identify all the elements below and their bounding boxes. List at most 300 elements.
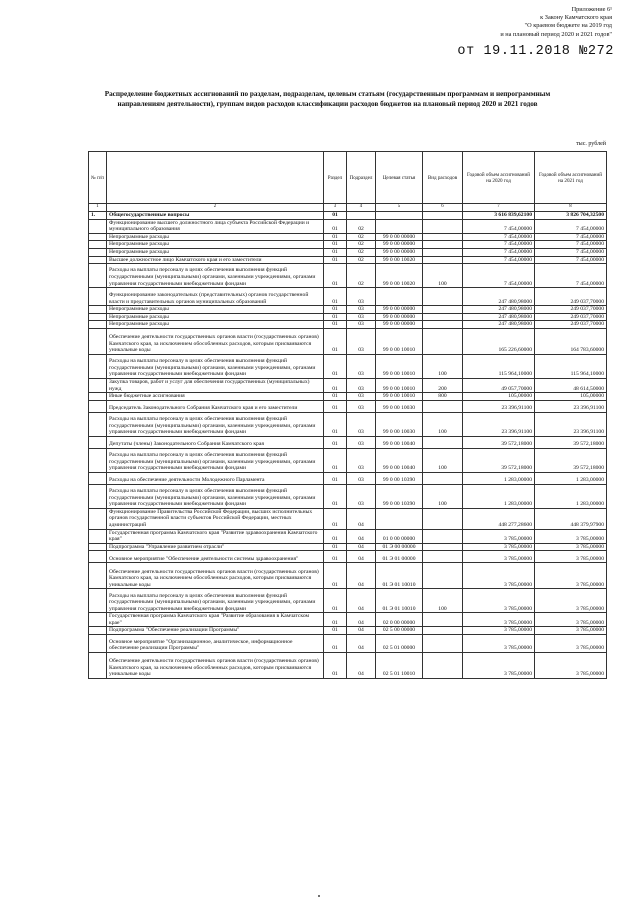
row-amount-2021: 23 396,91100 (535, 400, 607, 412)
row-number (89, 400, 107, 412)
row-expense-type (423, 508, 463, 529)
table-row (89, 288, 607, 306)
row-amount-2020: 39 572,18000 (463, 436, 535, 448)
row-expense-type (423, 256, 463, 264)
row-subsection: 03 (347, 321, 376, 329)
row-expense-type (423, 313, 463, 321)
row-amount-2021: 3 785,00000 (535, 529, 607, 543)
row-name: Высшее должностное лицо Камчатского края и его заместители (107, 256, 324, 264)
appendix-line-4: и на плановый период 2020 и 2021 годов" (500, 30, 612, 38)
row-subsection: 03 (347, 288, 376, 306)
row-expense-type (423, 321, 463, 329)
row-section: 01 (324, 378, 347, 392)
table-row (89, 264, 607, 288)
row-amount-2020: 1 283,00000 (463, 484, 535, 508)
row-amount-2020: 247 480,98000 (463, 313, 535, 321)
row-target: 01 Э 00 00000 (376, 543, 423, 551)
row-subsection: 03 (347, 313, 376, 321)
row-name: Закупка товаров, работ и услуг для обеспечения государственных (муниципальных) нужд (107, 378, 324, 392)
row-amount-2021: 3 785,00000 (535, 563, 607, 589)
table-row (89, 635, 607, 653)
row-target: 99 0 00 10020 (376, 256, 423, 264)
row-amount-2021: 249 037,70000 (535, 306, 607, 314)
row-name: Обеспечение деятельности государственных органов власти (государственных органов) Камчатского края, за исключением обособленных расходов, которым присваиваются уникальные коды (107, 563, 324, 589)
row-name: Функционирование высшего должностного лица субъекта Российской Федерации и муниципального образования (107, 219, 324, 233)
row-subsection: 02 (347, 256, 376, 264)
table-row (89, 412, 607, 436)
row-amount-2020: 3 785,00000 (463, 543, 535, 551)
row-amount-2021: 7 454,00000 (535, 264, 607, 288)
row-target: 99 0 00 10010 (376, 378, 423, 392)
row-section: 01 (324, 627, 347, 635)
row-name: Непрограммные расходы (107, 248, 324, 256)
row-amount-2020: 3 785,00000 (463, 529, 535, 543)
row-expense-type (423, 613, 463, 627)
row-amount-2021: 115 964,10000 (535, 354, 607, 378)
row-expense-type (423, 563, 463, 589)
row-section: 01 (324, 508, 347, 529)
row-number (89, 248, 107, 256)
budget-table (88, 151, 607, 679)
table-header-row (89, 152, 607, 204)
row-subsection (347, 211, 376, 219)
row-name: Расходы на выплаты персоналу в целях обеспечения выполнения функций государственными (муниципальными) органами, казенными учреждениями, органами управления государственными внебюджетными фондами (107, 448, 324, 472)
row-section: 01 (324, 551, 347, 563)
row-subsection: 04 (347, 589, 376, 613)
table-row (89, 653, 607, 679)
table-row (89, 211, 607, 219)
table-row (89, 543, 607, 551)
row-amount-2020: 3 785,00000 (463, 635, 535, 653)
date-number-stamp: от 19.11.2018 №272 (457, 44, 614, 59)
row-section: 01 (324, 306, 347, 314)
table-row (89, 306, 607, 314)
row-section: 01 (324, 393, 347, 401)
row-amount-2021: 3 785,00000 (535, 613, 607, 627)
row-expense-type (423, 306, 463, 314)
row-section: 01 (324, 529, 347, 543)
row-amount-2021: 7 454,00000 (535, 256, 607, 264)
table-row (89, 256, 607, 264)
row-expense-type (423, 241, 463, 249)
row-subsection: 04 (347, 563, 376, 589)
row-subsection: 04 (347, 551, 376, 563)
row-amount-2021: 3 785,00000 (535, 635, 607, 653)
row-subsection: 03 (347, 378, 376, 392)
column-index: 2 (107, 204, 324, 212)
row-name: Непрограммные расходы (107, 313, 324, 321)
row-number (89, 627, 107, 635)
row-subsection: 04 (347, 635, 376, 653)
header-section: Раздел (324, 152, 347, 204)
header-2020: Годовой объем ассигнований на 2020 год (463, 152, 535, 204)
row-target: 99 0 00 10010 (376, 328, 423, 354)
row-subsection: 03 (347, 436, 376, 448)
row-subsection: 03 (347, 354, 376, 378)
row-expense-type (423, 653, 463, 679)
table-row (89, 321, 607, 329)
row-number (89, 241, 107, 249)
row-amount-2021: 7 454,00000 (535, 219, 607, 233)
row-section: 01 (324, 472, 347, 484)
row-amount-2020: 1 283,00000 (463, 472, 535, 484)
row-target (376, 219, 423, 233)
row-number (89, 256, 107, 264)
row-number (89, 306, 107, 314)
row-target: 99 0 00 10020 (376, 264, 423, 288)
row-amount-2020: 3 785,00000 (463, 613, 535, 627)
row-amount-2021: 3 785,00000 (535, 551, 607, 563)
row-expense-type: 100 (423, 589, 463, 613)
page-mark (318, 895, 320, 897)
row-name: Функционирование Правительства Российской Федерации, высших исполнительных органов государственной власти субъектов Российской Федерации, местных администраций (107, 508, 324, 529)
row-target: 99 0 00 00000 (376, 313, 423, 321)
row-amount-2021: 7 454,00000 (535, 233, 607, 241)
row-number (89, 613, 107, 627)
row-number (89, 543, 107, 551)
row-target: 01 Э 01 00000 (376, 551, 423, 563)
row-subsection: 02 (347, 241, 376, 249)
table-row (89, 472, 607, 484)
column-index: 8 (535, 204, 607, 212)
row-number (89, 393, 107, 401)
table-row (89, 328, 607, 354)
row-expense-type (423, 543, 463, 551)
row-section: 01 (324, 412, 347, 436)
row-expense-type: 100 (423, 484, 463, 508)
row-name: Государственная программа Камчатского края "Развитие образования в Камчатском крае" (107, 613, 324, 627)
row-target (376, 211, 423, 219)
row-section: 01 (324, 613, 347, 627)
row-number (89, 589, 107, 613)
row-amount-2020: 39 572,18000 (463, 448, 535, 472)
table-row (89, 313, 607, 321)
table-row (89, 529, 607, 543)
row-target: 99 0 00 10030 (376, 400, 423, 412)
row-number (89, 328, 107, 354)
row-amount-2020: 448 277,28600 (463, 508, 535, 529)
row-target: 99 0 00 10390 (376, 484, 423, 508)
header-name (107, 152, 324, 204)
row-amount-2021: 448 379,97900 (535, 508, 607, 529)
row-number (89, 412, 107, 436)
row-number (89, 436, 107, 448)
row-section: 01 (324, 448, 347, 472)
row-number (89, 321, 107, 329)
row-number (89, 529, 107, 543)
row-target: 99 0 00 10010 (376, 354, 423, 378)
row-subsection: 04 (347, 627, 376, 635)
row-name: Обеспечение деятельности государственных органов власти (государственных органов) Камчатского края, за исключением обособленных расходов, которым присваиваются уникальные коды (107, 328, 324, 354)
row-amount-2021: 1 283,00000 (535, 484, 607, 508)
row-section: 01 (324, 233, 347, 241)
row-amount-2020: 7 454,00000 (463, 248, 535, 256)
row-target (376, 508, 423, 529)
row-subsection: 03 (347, 306, 376, 314)
row-expense-type (423, 635, 463, 653)
row-number (89, 448, 107, 472)
row-amount-2021: 3 785,00000 (535, 627, 607, 635)
column-index: 3 (324, 204, 347, 212)
column-index: 5 (376, 204, 423, 212)
row-target: 02 5 01 10010 (376, 653, 423, 679)
row-amount-2020: 23 396,91100 (463, 400, 535, 412)
row-number: 1. (89, 211, 107, 219)
row-section: 01 (324, 436, 347, 448)
row-amount-2020: 105,00000 (463, 393, 535, 401)
row-expense-type (423, 288, 463, 306)
row-amount-2020: 3 785,00000 (463, 653, 535, 679)
row-expense-type (423, 436, 463, 448)
row-name: Непрограммные расходы (107, 321, 324, 329)
row-target: 02 5 00 00000 (376, 627, 423, 635)
row-amount-2021: 23 396,91100 (535, 412, 607, 436)
row-amount-2021: 164 783,60000 (535, 328, 607, 354)
row-amount-2020: 247 480,98000 (463, 288, 535, 306)
row-section: 01 (324, 211, 347, 219)
row-subsection: 04 (347, 529, 376, 543)
row-number (89, 233, 107, 241)
row-subsection: 03 (347, 484, 376, 508)
column-index: 6 (423, 204, 463, 212)
table-row (89, 400, 607, 412)
row-name: Непрограммные расходы (107, 241, 324, 249)
row-target (376, 288, 423, 306)
row-subsection: 02 (347, 233, 376, 241)
row-section: 01 (324, 328, 347, 354)
row-section: 01 (324, 313, 347, 321)
row-amount-2021: 249 037,70000 (535, 313, 607, 321)
row-target: 99 0 00 00000 (376, 321, 423, 329)
row-target: 99 0 00 10040 (376, 448, 423, 472)
row-number (89, 288, 107, 306)
row-number (89, 354, 107, 378)
row-number (89, 563, 107, 589)
row-expense-type: 100 (423, 412, 463, 436)
row-name: Подпрограмма "Управление развитием отрасли" (107, 543, 324, 551)
table-row (89, 354, 607, 378)
table-row (89, 484, 607, 508)
row-section: 01 (324, 256, 347, 264)
row-amount-2020: 7 454,00000 (463, 233, 535, 241)
row-section: 01 (324, 219, 347, 233)
row-amount-2020: 115 964,10000 (463, 354, 535, 378)
row-name: Подпрограмма "Обеспечение реализации Программы" (107, 627, 324, 635)
row-section: 01 (324, 321, 347, 329)
row-number (89, 219, 107, 233)
row-amount-2020: 165 226,60000 (463, 328, 535, 354)
table-row (89, 448, 607, 472)
row-target: 99 0 00 00000 (376, 248, 423, 256)
column-index: 4 (347, 204, 376, 212)
column-index: 7 (463, 204, 535, 212)
row-expense-type (423, 211, 463, 219)
row-expense-type (423, 219, 463, 233)
row-name: Расходы на выплаты персоналу в целях обеспечения выполнения функций государственными (муниципальными) органами, казенными учреждениями, органами управления государственными внебюджетными фондами (107, 412, 324, 436)
row-subsection: 02 (347, 264, 376, 288)
row-number (89, 484, 107, 508)
row-amount-2021: 39 572,18000 (535, 448, 607, 472)
row-name: Общегосударственные вопросы (107, 211, 324, 219)
row-subsection: 04 (347, 508, 376, 529)
row-amount-2020: 247 480,98000 (463, 306, 535, 314)
row-name: Непрограммные расходы (107, 306, 324, 314)
row-section: 01 (324, 264, 347, 288)
row-number (89, 635, 107, 653)
table-row (89, 551, 607, 563)
row-subsection: 04 (347, 543, 376, 551)
row-name: Депутаты (члены) Законодательного Собрания Камчатского края (107, 436, 324, 448)
row-amount-2020: 7 454,00000 (463, 264, 535, 288)
column-index: 1 (89, 204, 107, 212)
row-section: 01 (324, 484, 347, 508)
row-name: Непрограммные расходы (107, 233, 324, 241)
row-target: 01 Э 01 10010 (376, 563, 423, 589)
row-section: 01 (324, 653, 347, 679)
row-name: Обеспечение деятельности государственных органов власти (государственных органов) Камчатского края, за исключением обособленных расходов, которым присваиваются уникальные коды (107, 653, 324, 679)
row-amount-2020: 3 785,00000 (463, 563, 535, 589)
row-target: 02 0 00 00000 (376, 613, 423, 627)
row-amount-2021: 7 454,00000 (535, 248, 607, 256)
row-name: Основное мероприятие "Организационное, аналитическое, информационное обеспечение реализации Программы" (107, 635, 324, 653)
row-expense-type: 100 (423, 264, 463, 288)
row-subsection: 03 (347, 400, 376, 412)
row-subsection: 03 (347, 393, 376, 401)
row-amount-2020: 23 396,91100 (463, 412, 535, 436)
row-subsection: 04 (347, 653, 376, 679)
row-amount-2020: 7 454,00000 (463, 219, 535, 233)
row-amount-2021: 7 454,00000 (535, 241, 607, 249)
appendix-line-3: "О краевом бюджете на 2019 год (524, 22, 612, 30)
row-amount-2021: 3 785,00000 (535, 589, 607, 613)
row-expense-type (423, 328, 463, 354)
row-amount-2021: 48 614,50000 (535, 378, 607, 392)
row-target: 99 0 00 00000 (376, 241, 423, 249)
row-subsection: 03 (347, 412, 376, 436)
header-num: № п/п (89, 152, 107, 204)
row-section: 01 (324, 635, 347, 653)
header-2021: Годовой объем ассигнований на 2021 год (535, 152, 607, 204)
row-name: Государственная программа Камчатского края "Развитие здравоохранения Камчатского края" (107, 529, 324, 543)
row-amount-2021: 3 785,00000 (535, 543, 607, 551)
row-target: 99 0 00 10390 (376, 472, 423, 484)
row-section: 01 (324, 241, 347, 249)
row-name: Иные бюджетные ассигнования (107, 393, 324, 401)
row-amount-2020: 3 616 839,62100 (463, 211, 535, 219)
row-subsection: 02 (347, 248, 376, 256)
row-target: 99 0 00 10010 (376, 393, 423, 401)
row-amount-2021: 105,00000 (535, 393, 607, 401)
row-target: 01 0 00 00000 (376, 529, 423, 543)
document-title: Распределение бюджетных ассигнований по разделам, подразделам, целевым статьям (государственным программам и непрограммным направлениям деятельности), группам видов расходов классификации расходов бюджетов на плановый период 2020 и 2021 годов (104, 90, 551, 108)
row-number (89, 508, 107, 529)
row-expense-type (423, 627, 463, 635)
row-expense-type (423, 529, 463, 543)
row-name: Расходы на обеспечение деятельности Молодежного Парламента (107, 472, 324, 484)
appendix-line-1: Приложение 6¹ (571, 6, 612, 13)
row-name: Председатель Законодательного Собрания Камчатского края и его заместители (107, 400, 324, 412)
row-amount-2020: 247 480,98000 (463, 321, 535, 329)
appendix-line-2: к Закону Камчатского края (540, 14, 612, 22)
row-amount-2020: 49 057,70000 (463, 378, 535, 392)
row-name: Расходы на выплаты персоналу в целях обеспечения выполнения функций государственными (муниципальными) органами, казенными учреждениями, органами управления государственными внебюджетными фондами (107, 484, 324, 508)
row-subsection: 03 (347, 472, 376, 484)
row-section: 01 (324, 563, 347, 589)
header-expense-type: Вид расходов (423, 152, 463, 204)
row-target: 99 0 00 10030 (376, 412, 423, 436)
row-target: 02 5 01 00000 (376, 635, 423, 653)
row-section: 01 (324, 288, 347, 306)
row-subsection: 03 (347, 448, 376, 472)
row-amount-2021: 3 826 704,32500 (535, 211, 607, 219)
row-expense-type (423, 233, 463, 241)
row-name: Расходы на выплаты персоналу в целях обеспечения выполнения функций государственными (муниципальными) органами, казенными учреждениями, органами управления государственными внебюджетными фондами (107, 354, 324, 378)
row-amount-2020: 3 785,00000 (463, 551, 535, 563)
table-row (89, 393, 607, 401)
row-amount-2020: 7 454,00000 (463, 241, 535, 249)
row-target: 01 Э 01 10010 (376, 589, 423, 613)
column-index-row (89, 204, 607, 212)
row-section: 01 (324, 248, 347, 256)
row-subsection: 02 (347, 219, 376, 233)
header-target: Целевая статья (376, 152, 423, 204)
row-amount-2020: 3 785,00000 (463, 627, 535, 635)
table-row (89, 233, 607, 241)
row-amount-2021: 249 037,70000 (535, 321, 607, 329)
row-expense-type (423, 248, 463, 256)
row-amount-2021: 39 572,18000 (535, 436, 607, 448)
row-number (89, 653, 107, 679)
row-name: Расходы на выплаты персоналу в целях обеспечения выполнения функций государственными (муниципальными) органами, казенными учреждениями, органами управления государственными внебюджетными фондами (107, 589, 324, 613)
row-target: 99 0 00 00000 (376, 233, 423, 241)
row-expense-type: 100 (423, 448, 463, 472)
table-row (89, 563, 607, 589)
row-amount-2021: 249 037,70000 (535, 288, 607, 306)
row-amount-2021: 1 283,00000 (535, 472, 607, 484)
row-name: Функционирование законодательных (представительных) органов государственной власти и представительных органов муниципальных образований (107, 288, 324, 306)
table-row (89, 378, 607, 392)
row-expense-type (423, 400, 463, 412)
row-number (89, 313, 107, 321)
row-number (89, 264, 107, 288)
appendix-block (392, 6, 612, 39)
table-row (89, 241, 607, 249)
row-section: 01 (324, 589, 347, 613)
row-expense-type: 100 (423, 354, 463, 378)
row-expense-type (423, 551, 463, 563)
header-subsection: Подраздел (347, 152, 376, 204)
row-target: 99 0 00 00000 (376, 306, 423, 314)
row-expense-type: 800 (423, 393, 463, 401)
units-label: тыс. рублей (576, 141, 606, 147)
row-subsection: 03 (347, 328, 376, 354)
row-section: 01 (324, 354, 347, 378)
row-expense-type: 200 (423, 378, 463, 392)
row-section: 01 (324, 400, 347, 412)
row-number (89, 472, 107, 484)
table-row (89, 627, 607, 635)
row-name: Основное мероприятие "Обеспечение деятельности системы здравоохранения" (107, 551, 324, 563)
row-amount-2020: 7 454,00000 (463, 256, 535, 264)
row-number (89, 378, 107, 392)
table-row (89, 508, 607, 529)
row-number (89, 551, 107, 563)
row-expense-type (423, 472, 463, 484)
row-subsection: 04 (347, 613, 376, 627)
row-section: 01 (324, 543, 347, 551)
row-amount-2020: 3 785,00000 (463, 589, 535, 613)
table-row (89, 219, 607, 233)
